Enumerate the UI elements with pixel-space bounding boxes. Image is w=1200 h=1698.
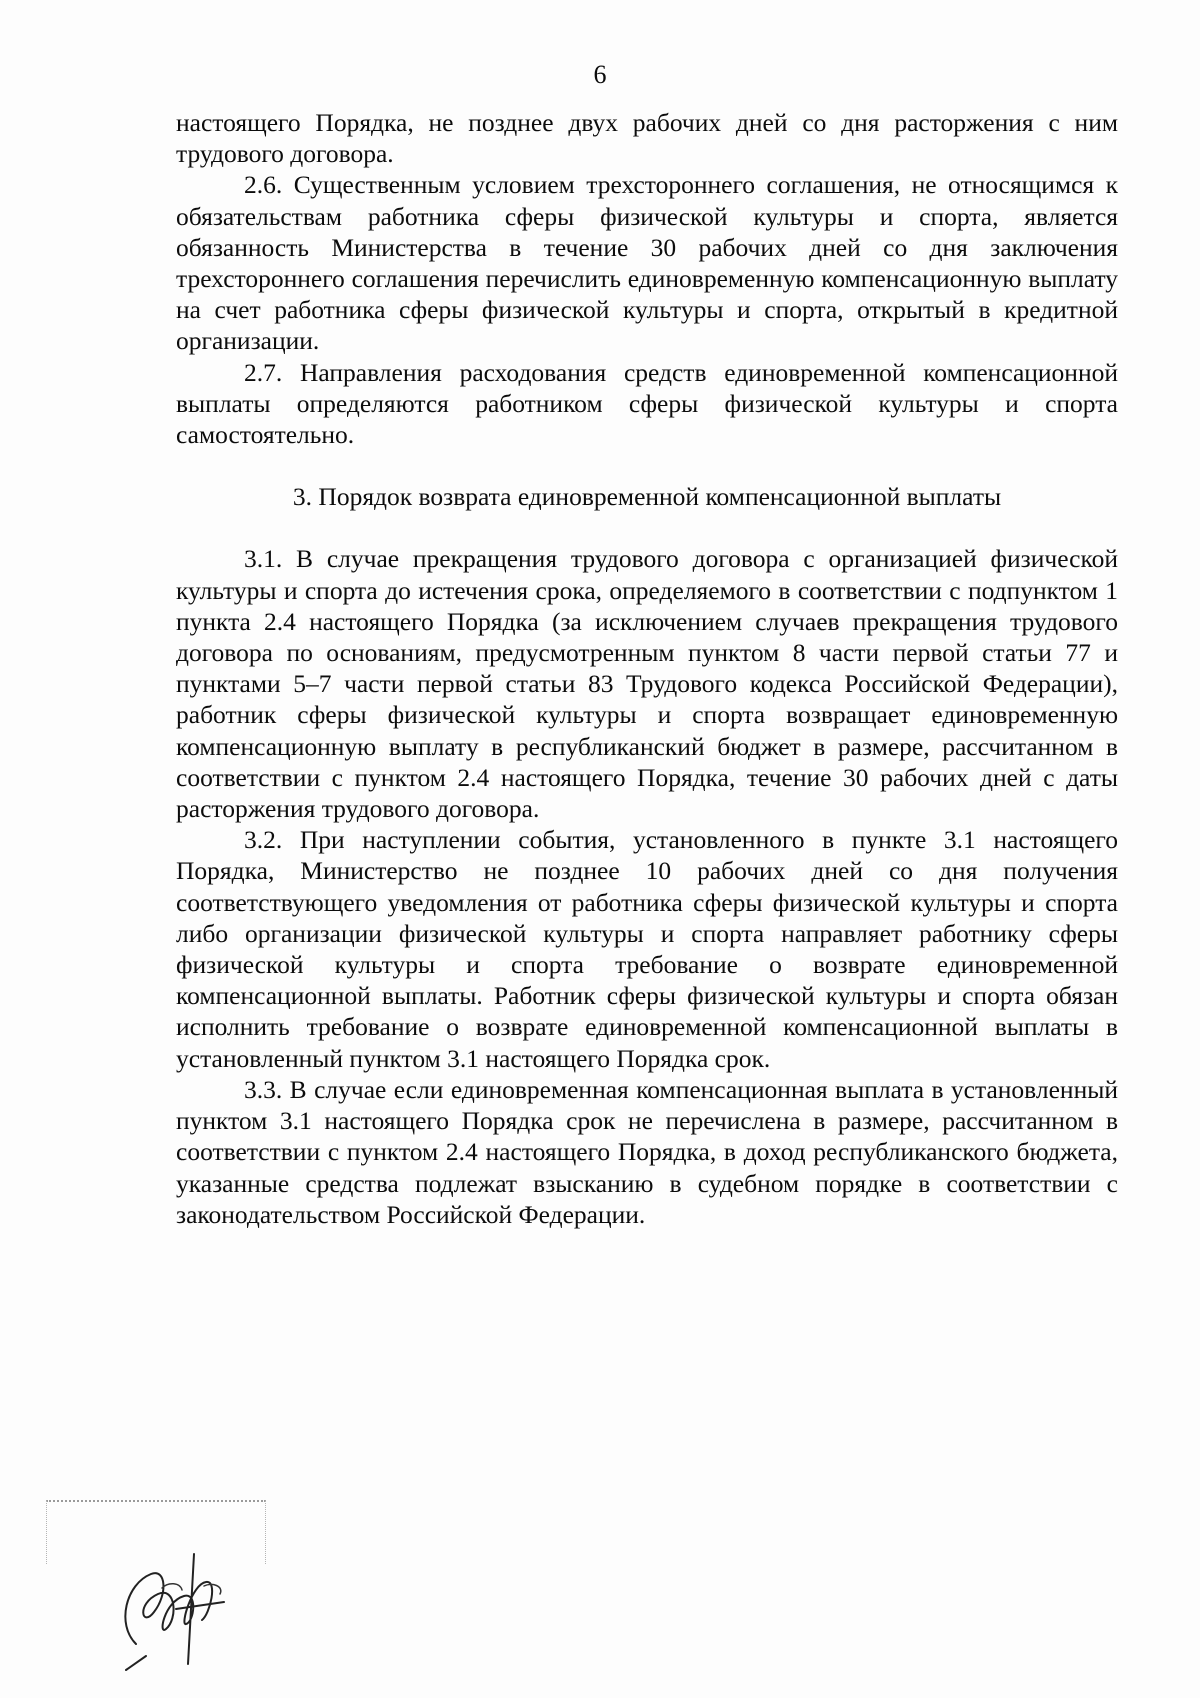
section-heading: 3. Порядок возврата единовременной компенсационной выплаты (292, 482, 1002, 512)
paragraph-2-7: 2.7. Направления расходования средств единовременной компенсационной выплаты определяются работником сферы физической культуры и спорта самостоятельно. (176, 357, 1118, 450)
signature-icon (106, 1524, 246, 1674)
page-number: 6 (593, 60, 607, 89)
paragraph-3-1: 3.1. В случае прекращения трудового договора с организацией физической культуры и спорта до истечения срока, определяемого в соответствии с подпунктом 1 пункта 2.4 настоящего Порядка (за исключением случаев прекращения трудового договора по основаниям, предусмотренным пунктом 8 части первой статьи 77 и пунктами 5–7 части первой статьи 83 Трудового кодекса Российской Федерации), работник сферы физической культуры и спорта возвращает единовременную компенсационную выплату в республиканский бюджет в размере, рассчитанном в соответствии с пунктом 2.4 настоящего Порядка, течение 30 рабочих дней с даты расторжения трудового договора. (176, 544, 1118, 824)
paragraph-3-3: 3.3. В случае если единовременная компенсационная выплата в установленный пунктом 3.1 настоящего Порядка срок не перечислена в размере, рассчитанном в соответствии с пунктом 2.4 настоящего Порядка, в доход республиканского бюджета, указанные средства подлежат взысканию в судебном порядке в соответствии с законодательством Российской Федерации. (176, 1074, 1118, 1229)
paragraph-3-2: 3.2. При наступлении события, установленного в пункте 3.1 настоящего Порядка, Министерство не позднее 10 рабочих дней со дня получения соответствующего уведомления от работника сферы физической культуры и спорта либо организации физической культуры и спорта направляет работнику сферы физической культуры и спорта требование о возврате единовременной компенсационной выплаты. Работник сферы физической культуры и спорта обязан исполнить требование о возврате единовременной компенсационной выплаты в установленный пунктом 3.1 настоящего Порядка срок. (176, 825, 1118, 1073)
stamp-with-signature (46, 1500, 276, 1680)
paragraph-2-6: 2.6. Существенным условием трехстороннего соглашения, не относящимся к обязательствам работника сферы физической культуры и спорта, является обязанность Министерства в течение 30 рабочих дней со дня заключения трехстороннего соглашения перечислить единовременную компенсационную выплату на счет работника сферы физической культуры и спорта, открытый в кредитной организации. (176, 170, 1118, 356)
paragraph-continuation: настоящего Порядка, не позднее двух рабочих дней со дня расторжения с ним трудового договора. (176, 108, 1118, 169)
document-body (176, 107, 1118, 1230)
